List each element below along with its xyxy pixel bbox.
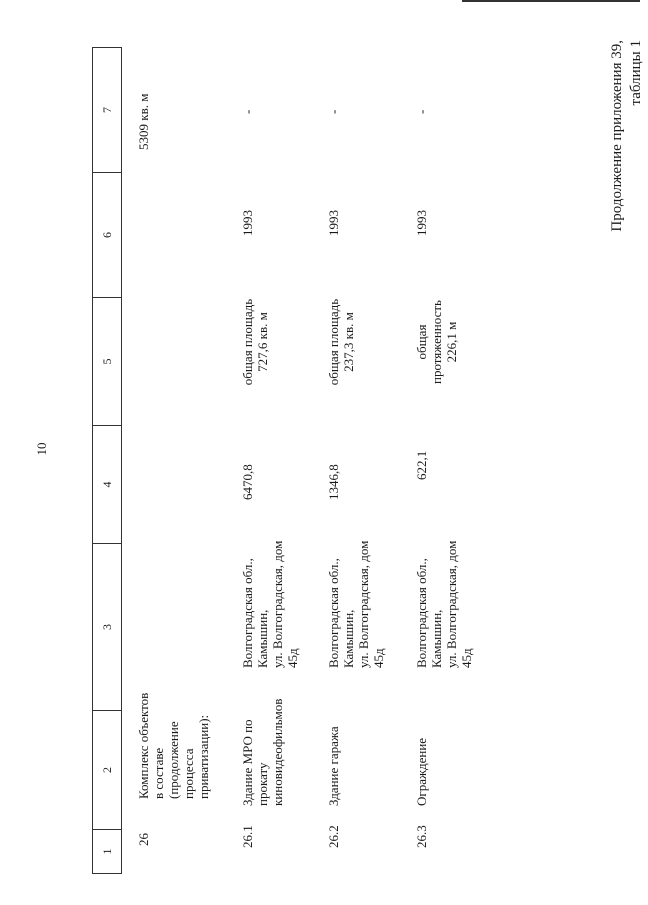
row-26-1-address xyxy=(240,500,300,668)
row-26-3-name-line-1: Ограждение xyxy=(414,737,429,806)
row-26-1-value-text: 6470,8 xyxy=(240,464,255,500)
row-26-2-address-line-3: ул. Волгоградская, дом xyxy=(356,540,371,668)
row-26-2-value-text: 1346,8 xyxy=(326,464,341,500)
row-26-1-name-line-3: киновидеофильмов xyxy=(270,698,285,806)
column-number-header xyxy=(92,48,122,874)
row-26-1-value xyxy=(240,440,255,500)
row-26-1-number xyxy=(240,808,255,848)
row-26-3-extra-text: - xyxy=(414,109,429,114)
row-26-2-year xyxy=(326,196,341,236)
top-edge-rule xyxy=(462,0,640,2)
row-26-2-name xyxy=(326,722,341,806)
row-26-1-number-text: 26.1 xyxy=(240,825,255,848)
column-number-2: 2 xyxy=(93,711,122,830)
column-number-1: 1 xyxy=(93,830,122,874)
row-26-2-number xyxy=(326,808,341,848)
row-26-name xyxy=(136,665,211,799)
row-26-name-line-1: Комплекс объектов xyxy=(136,692,151,799)
row-26-2-value xyxy=(326,440,341,500)
column-number-7: 7 xyxy=(93,48,122,173)
row-26-3-number xyxy=(414,808,429,848)
row-26-name-line-2: в составе xyxy=(151,747,166,799)
row-26-2-year-text: 1993 xyxy=(326,210,341,236)
row-26-3-address xyxy=(414,500,474,668)
row-26-2-address-line-2: Камышин, xyxy=(341,609,356,668)
row-26-2-characteristic xyxy=(326,282,356,402)
row-26-3-address-line-4: 45д xyxy=(459,648,474,668)
row-26-2-address-line-4: 45д xyxy=(371,648,386,668)
row-26-1-extra-text: - xyxy=(240,109,255,114)
row-26-3-address-line-2: Камышин, xyxy=(429,609,444,668)
column-number-5: 5 xyxy=(93,298,122,426)
row-26-1-name-line-1: Здание МРО по xyxy=(240,719,255,806)
row-26-3-year-text: 1993 xyxy=(414,210,429,236)
row-26-1-name-line-2: прокату xyxy=(255,762,270,806)
continuation-line-1: Продолжение приложения 39, xyxy=(609,40,625,232)
row-26-number-text: 26 xyxy=(136,833,151,846)
row-26-2-address-line-1: Волгоградская обл., xyxy=(326,558,341,668)
continuation-heading xyxy=(608,40,648,246)
row-26-number xyxy=(136,806,151,846)
row-26-3-year xyxy=(414,196,429,236)
column-number-3: 3 xyxy=(93,544,122,711)
row-26-3-characteristic-line-3: 226,1 м xyxy=(444,321,459,363)
row-26-2-extra-text: - xyxy=(326,109,341,114)
row-26-1-address-line-3: ул. Волгоградская, дом xyxy=(270,540,285,668)
row-26-name-line-4: процесса xyxy=(181,748,196,799)
row-26-3-characteristic-line-2: протяженность xyxy=(429,300,444,384)
column-number-4: 4 xyxy=(93,426,122,544)
row-26-extra-text: 5309 кв. м xyxy=(136,93,151,150)
row-26-1-year xyxy=(240,196,255,236)
row-26-3-value xyxy=(414,430,429,480)
row-26-1-year-text: 1993 xyxy=(240,210,255,236)
row-26-1-address-line-4: 45д xyxy=(285,648,300,668)
row-26-3-name xyxy=(414,730,429,806)
row-26-1-extra xyxy=(240,100,255,114)
row-26-3-number-text: 26.3 xyxy=(414,825,429,848)
row-26-1-characteristic xyxy=(240,282,270,402)
page-number: 10 xyxy=(34,442,49,456)
row-26-3-characteristic xyxy=(414,282,459,402)
column-number-6: 6 xyxy=(93,173,122,298)
row-26-2-characteristic-line-1: общая площадь xyxy=(326,298,341,386)
row-26-1-address-line-1: Волгоградская обл., xyxy=(240,558,255,668)
row-26-3-address-line-3: ул. Волгоградская, дом xyxy=(444,540,459,668)
column-number-table xyxy=(92,47,122,874)
row-26-3-value-text: 622,1 xyxy=(414,450,429,480)
row-26-2-address xyxy=(326,500,386,668)
row-26-3-extra xyxy=(414,100,429,114)
row-26-2-number-text: 26.2 xyxy=(326,825,341,848)
row-26-2-characteristic-line-2: 237,3 кв. м xyxy=(341,312,356,372)
row-26-1-name xyxy=(240,686,285,806)
row-26-2-extra xyxy=(326,100,341,114)
continuation-line-2: таблицы 1 xyxy=(628,40,644,106)
row-26-3-address-line-1: Волгоградская обл., xyxy=(414,558,429,668)
row-26-extra xyxy=(136,70,151,150)
row-26-name-line-5: приватизации): xyxy=(196,714,211,799)
row-26-3-characteristic-line-1: общая xyxy=(414,324,429,360)
row-26-2-name-line-1: Здание гаража xyxy=(326,726,341,806)
row-26-1-characteristic-line-1: общая площадь xyxy=(240,298,255,386)
row-26-name-line-3: (продолжение xyxy=(166,721,181,799)
row-26-1-characteristic-line-2: 727,6 кв. м xyxy=(255,312,270,372)
row-26-1-address-line-2: Камышин, xyxy=(255,609,270,668)
